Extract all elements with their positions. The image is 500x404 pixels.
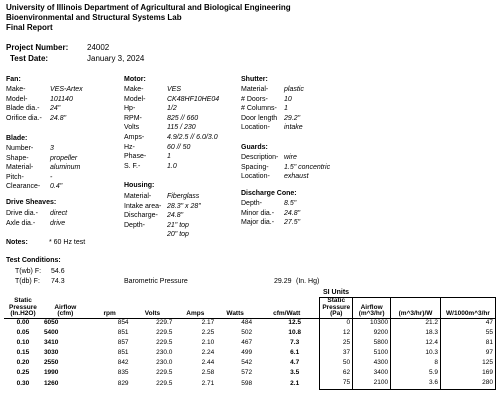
table-row [4,339,496,349]
shutter-spec-value: 10 [284,95,292,103]
si-units-label: SI Units [323,289,350,296]
report-lab-title: Bioenvironmental and Structural Systems Lab [6,13,182,22]
project-number-label: Project Number: [6,43,69,52]
blade-spec-key: Number- [6,145,34,152]
motor-spec-key: Amps- [124,134,145,141]
blade-spec-value: aluminum [50,164,81,172]
table-cell: 3400 [353,369,391,379]
cone-spec-value: 24.8" [284,209,301,217]
table-cell: 0.20 [16,359,30,367]
table-cell: 10300 [353,318,391,329]
blade-spec-key: Pitch- [6,173,24,181]
table-cell: 280 [440,379,495,390]
column-header: Static Pressure (Pa) [320,298,353,319]
table-cell: 81 [440,339,495,349]
guards-spec-value: wire [284,154,297,161]
table-cell: 0.15 [16,349,30,357]
housing-spec-key: Material- [124,193,152,200]
table-cell: 7.3 [290,339,300,347]
cone-spec-value: 27.5" [284,219,301,227]
column-header: rpm [89,298,131,319]
drive-spec-value: direct [50,210,68,217]
housing-spec-key: Discharge- [124,212,158,220]
table-cell: 854 [117,319,129,327]
twb-label: T(wb) F: [15,268,42,275]
table-cell: 842 [117,359,129,367]
table-cell: 55 [440,329,495,339]
table-header-row [4,298,496,319]
column-header: Amps [174,298,216,319]
table-cell: 0.25 [16,369,30,377]
table-cell: 4300 [353,359,391,369]
blade-section-title: Blade: [6,135,28,142]
table-cell: 2.24 [201,349,215,357]
shutter-spec-key: # Columns- [241,105,277,113]
guards-spec-value: exhaust [284,173,309,181]
table-cell: 21.2 [391,318,441,329]
table-cell: 229.5 [156,379,173,387]
table-row [4,349,496,359]
table-row [4,318,496,329]
shutter-spec-value: intake [284,124,303,132]
table-cell: 10.3 [391,349,441,359]
guards-spec-key: Spacing- [241,163,269,171]
table-cell: 0 [320,318,353,329]
table-cell: 0.00 [16,319,30,327]
shutter-spec-value: 29.2" [284,114,301,122]
table-cell: 25 [320,339,353,349]
table-cell: 835 [117,369,129,377]
fan-spec-key: Model- [6,95,28,103]
shutter-spec-value: 1 [284,105,288,113]
housing-spec-value: 24.8" [167,212,184,220]
table-cell: 572 [241,369,253,377]
blade-spec-value: propeller [50,154,78,162]
blade-spec-key: Clearance- [6,183,41,191]
guards-spec-key: Location- [241,173,270,181]
twb-value: 54.6 [51,268,65,275]
housing-spec-key: Depth- [124,221,146,229]
housing-spec-value: Fiberglass [167,193,200,200]
housing-spec-value: 20" top [167,231,189,239]
table-body [4,318,496,389]
table-cell: 229.5 [156,339,173,347]
motor-spec-value: 825 // 660 [167,114,199,122]
blade-spec-value: 0.4" [50,183,63,191]
table-cell: 229.5 [156,329,173,337]
table-cell: 2.71 [201,379,215,387]
table-cell: 598 [241,379,253,387]
motor-spec-value: 4.9/2.5 // 6.0/3.0 [167,134,218,141]
guards-spec-value: 1.5" concentric [284,163,331,171]
blade-spec-value: 3 [50,145,54,152]
fan-spec-key: Make- [6,86,26,93]
fan-spec-value: 101140 [50,95,73,103]
table-cell: 4.7 [290,359,300,367]
table-cell: 97 [440,349,495,359]
table-cell: 2550 [43,359,59,367]
report-org-title: University of Illinois Department of Agricultural and Biological Engineering [6,3,291,12]
tdb-label: T(db) F: [15,278,40,285]
test-date-value: January 3, 2024 [87,54,145,63]
fan-spec-key: Blade dia.- [6,105,40,113]
guards-spec-key: Description- [241,154,279,161]
project-number-value: 24002 [87,43,110,52]
table-cell: 6.1 [290,349,300,357]
drive-spec-value: drive [50,219,66,227]
table-cell: 502 [241,329,253,337]
notes-value: * 60 Hz test [49,239,86,246]
column-header: cfm/Watt [254,298,320,319]
shutter-spec-key: # Doors- [241,95,268,103]
drive-sheaves-section-title: Drive Sheaves: [6,199,57,206]
blade-spec-key: Material- [6,164,34,172]
table-cell: 9200 [353,329,391,339]
column-header: Airflow (cfm) [42,298,89,319]
table-row [4,359,496,369]
fan-spec-value: 24" [50,105,61,113]
column-header: W/1000m^3/hr [440,298,495,319]
table-cell: 6050 [43,319,59,327]
barometric-pressure-value: 29.29 [274,278,292,285]
table-cell: 62 [320,369,353,379]
table-cell: 542 [241,359,253,367]
report-type-title: Final Report [6,23,53,32]
fan-spec-value: VES-Artex [50,86,83,93]
table-cell: 2.10 [201,339,215,347]
motor-spec-value: 1 [167,153,171,161]
table-cell: 12 [320,329,353,339]
shutter-spec-key: Location- [241,124,270,132]
table-cell: 229.5 [156,369,173,377]
table-cell: 10.8 [288,329,302,337]
table-cell: 1990 [43,369,59,377]
motor-spec-key: RPM- [124,114,142,122]
results-table [4,297,496,390]
table-cell: 169 [440,369,495,379]
barometric-pressure-unit: (In. Hg) [296,278,320,285]
table-cell: 75 [320,379,353,390]
table-row [4,329,496,339]
table-cell: 2.58 [201,369,215,377]
table-cell: 2.25 [201,329,215,337]
column-header: Static Pressure (In.H2O) [4,298,42,319]
motor-section-title: Motor: [124,76,146,83]
table-cell: 3.5 [290,369,300,377]
blade-spec-key: Shape- [6,154,29,162]
table-cell: 2100 [353,379,391,390]
table-cell: 50 [320,359,353,369]
notes-label: Notes: [6,239,28,246]
table-cell: 37 [320,349,353,359]
cone-spec-value: 8.5" [284,200,297,207]
table-cell: 5.9 [391,369,441,379]
shutter-spec-key: Material- [241,86,269,93]
motor-spec-value: 60 // 50 [167,143,191,151]
test-date-label: Test Date: [10,54,49,63]
drive-spec-key: Axle dia.- [6,219,36,227]
table-cell: 851 [117,329,129,337]
table-cell: 229.7 [156,319,173,327]
table-cell: 0.30 [16,379,30,387]
cone-spec-key: Depth- [241,200,263,207]
motor-spec-key: Volts [124,124,140,132]
shutter-section-title: Shutter: [241,76,268,83]
housing-spec-key: Intake area- [124,202,162,210]
motor-spec-key: Hp- [124,105,136,113]
table-cell: 47 [440,318,495,329]
column-header: Airflow (m^3/hr) [353,298,391,319]
table-cell: 2.17 [201,319,215,327]
table-cell: 5100 [353,349,391,359]
cone-spec-key: Major dia.- [241,219,275,227]
table-cell: 230.0 [156,349,173,357]
table-cell: 230.0 [156,359,173,367]
table-cell: 1260 [43,379,59,387]
motor-spec-value: 115 / 230 [167,124,196,132]
table-cell: 3030 [43,349,59,357]
table-cell: 5400 [43,329,59,337]
fan-section-title: Fan: [6,76,21,83]
table-cell: 499 [241,349,253,357]
shutter-spec-key: Door length [241,114,278,122]
motor-spec-key: Phase- [124,153,147,161]
motor-spec-value: CK48HF10HE04 [167,95,220,103]
table-cell: 8 [391,359,441,369]
table-cell: 484 [241,319,253,327]
motor-spec-key: Make- [124,86,144,93]
table-cell: 3.6 [391,379,441,390]
table-cell: 0.05 [16,329,30,337]
table-cell: 2.1 [290,379,300,387]
motor-spec-value: 1/2 [167,105,177,113]
table-row [4,379,496,390]
motor-spec-key: S. F.- [124,162,141,170]
table-cell: 3410 [43,339,59,347]
fan-spec-value: 24.8" [50,114,67,122]
discharge-cone-section-title: Discharge Cone: [241,190,297,197]
housing-spec-value: 28.3" x 28" [167,202,201,210]
table-cell: 467 [241,339,253,347]
motor-spec-key: Hz- [124,143,135,151]
table-cell: 18.3 [391,329,441,339]
table-cell: 829 [117,379,129,387]
table-cell: 0.10 [16,339,30,347]
column-header: Volts [131,298,175,319]
shutter-spec-value: plastic [284,86,304,93]
barometric-pressure-label: Barometric Pressure [124,278,188,285]
guards-section-title: Guards: [241,144,268,151]
fan-spec-key: Orifice dia.- [6,114,42,122]
housing-section-title: Housing: [124,182,155,189]
motor-spec-value: 1.0 [167,162,177,170]
drive-spec-key: Drive dia.- [6,210,38,217]
table-cell: 12.5 [288,319,302,327]
table-cell: 125 [440,359,495,369]
table-cell: 857 [117,339,129,347]
housing-spec-value: 21" top [167,221,189,229]
table-cell: 2.44 [201,359,215,367]
motor-spec-value: VES [167,86,182,93]
motor-spec-key: Model- [124,95,146,103]
tdb-value: 74.3 [51,278,65,285]
table-row [4,369,496,379]
column-header: (m^3/hr)/W [391,298,441,319]
table-cell: 5800 [353,339,391,349]
column-header: Watts [216,298,254,319]
cone-spec-key: Minor dia.- [241,209,275,217]
blade-spec-value: - [50,173,53,181]
table-cell: 851 [117,349,129,357]
table-cell: 12.4 [391,339,441,349]
test-conditions-title: Test Conditions: [6,257,61,264]
